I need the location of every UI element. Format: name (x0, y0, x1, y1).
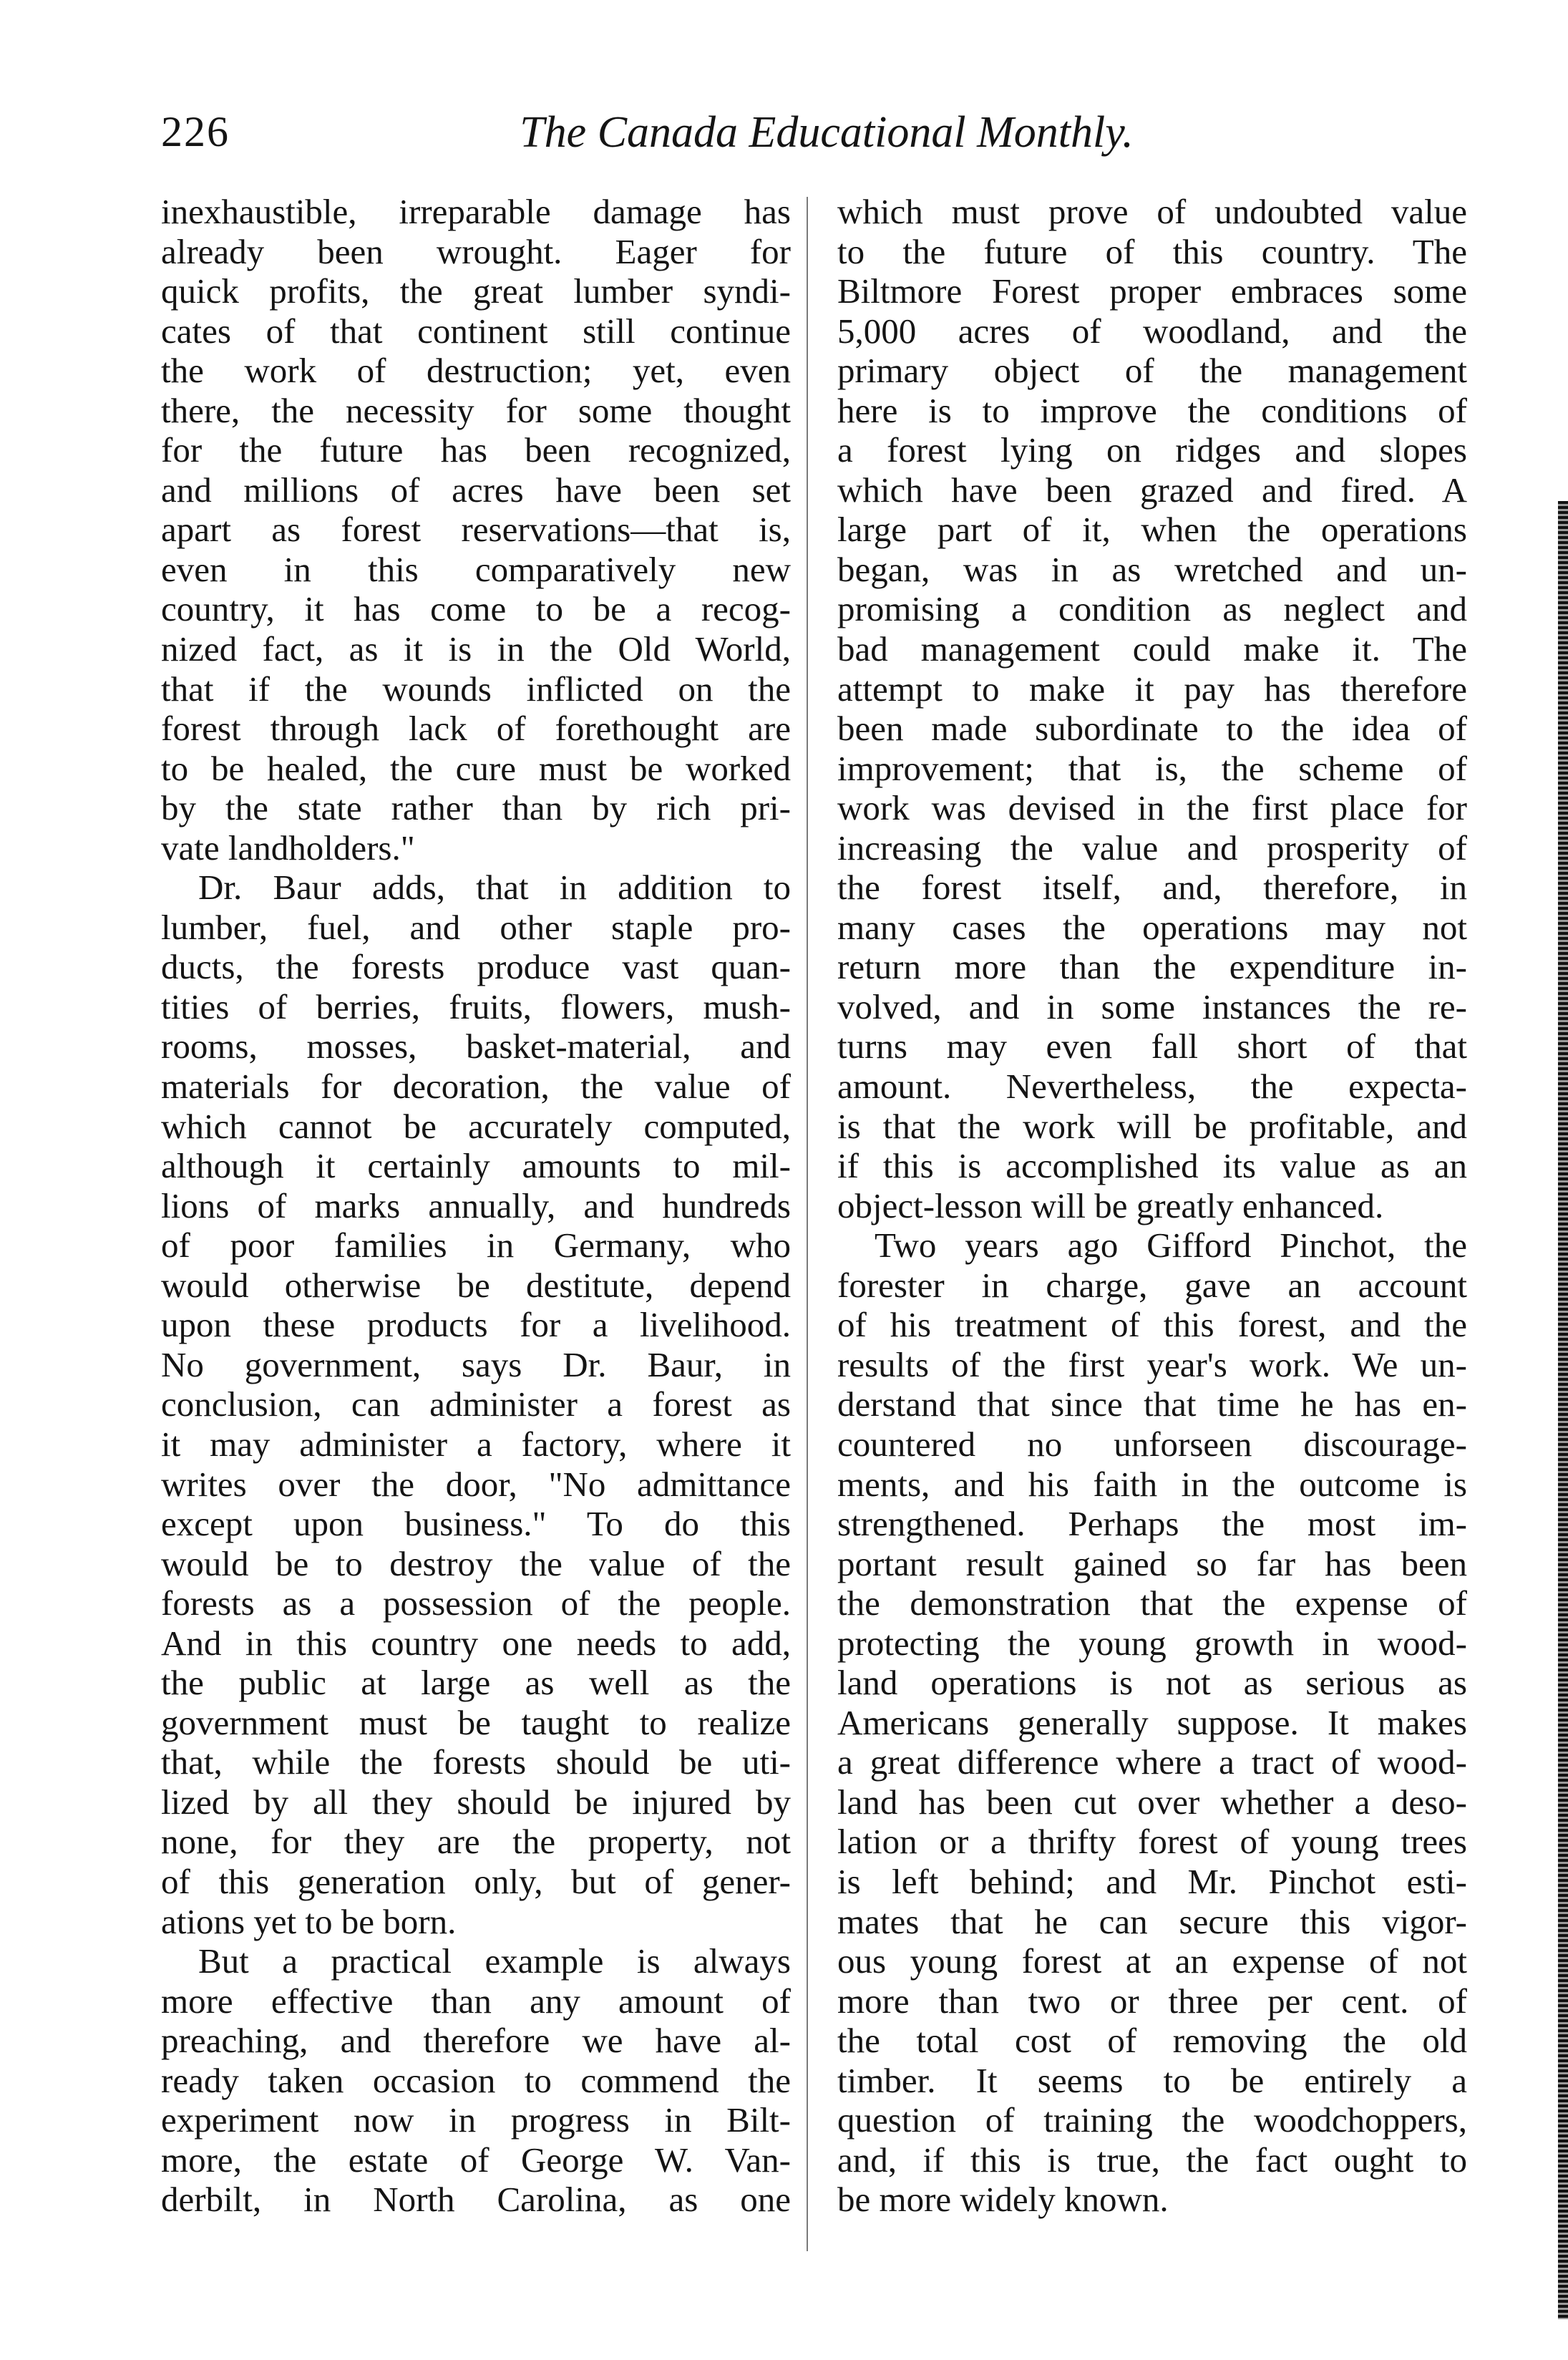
text-line: portant result gained so far has been (837, 1543, 1467, 1583)
text-line: many cases the operations may not (837, 907, 1467, 947)
text-line: quick profits, the great lumber syndi- (161, 271, 791, 311)
text-line: a great difference where a tract of wood- (837, 1742, 1467, 1782)
text-line: country, it has come to be a recog- (161, 589, 791, 629)
left-text-column (161, 192, 791, 2220)
text-line: if this is accomplished its value as an (837, 1146, 1467, 1186)
text-line: attempt to make it pay has therefore (837, 669, 1467, 709)
text-line: even in this comparatively new (161, 549, 791, 589)
text-line: large part of it, when the operations (837, 510, 1467, 550)
text-line: object-lesson will be greatly enhanced. (837, 1185, 1384, 1225)
text-line: question of training the woodchoppers, (837, 2100, 1467, 2140)
text-line: more, the estate of George W. Van- (161, 2140, 791, 2180)
text-line: to the future of this country. The (837, 231, 1467, 271)
text-line: of his treatment of this forest, and the (837, 1305, 1467, 1345)
text-line: Two years ago Gifford Pinchot, the (875, 1225, 1467, 1266)
text-line: forests as a possession of the people. (161, 1583, 791, 1623)
text-line: would be to destroy the value of the (161, 1543, 791, 1583)
text-line: the total cost of removing the old (837, 2021, 1467, 2061)
text-line: the public at large as well as the (161, 1663, 791, 1703)
text-line: government must be taught to realize (161, 1702, 791, 1742)
text-line: began, was in as wretched and un- (837, 549, 1467, 589)
text-line: derstand that since that time he has en- (837, 1384, 1467, 1424)
text-line: more than two or three per cent. of (837, 1981, 1467, 2021)
text-line: work was devised in the first place for (837, 788, 1467, 828)
text-line: although it certainly amounts to mil- (161, 1146, 791, 1186)
text-line: forester in charge, gave an account (837, 1265, 1467, 1305)
text-line: of poor families in Germany, who (161, 1225, 791, 1266)
text-line: primary object of the management (837, 351, 1467, 391)
text-line: amount. Nevertheless, the expecta- (837, 1067, 1467, 1107)
text-line: conclusion, can administer a forest as (161, 1384, 791, 1424)
text-line: strengthened. Perhaps the most im- (837, 1504, 1467, 1544)
text-line: mates that he can secure this vigor- (837, 1901, 1467, 1941)
text-line: lized by all they should be injured by (161, 1782, 791, 1822)
text-line: for the future has been recognized, (161, 430, 791, 470)
text-line: land operations is not as serious as (837, 1663, 1467, 1703)
text-line: return more than the expenditure in- (837, 947, 1467, 987)
text-line: countered no unforseen discourage- (837, 1424, 1467, 1464)
text-line: except upon business." To do this (161, 1504, 791, 1544)
text-line: promising a condition as neglect and (837, 589, 1467, 629)
paragraph (837, 1225, 1467, 2220)
text-line: by the state rather than by rich pri- (161, 788, 791, 828)
paragraph (161, 1941, 791, 2220)
text-line: cates of that continent still continue (161, 311, 791, 351)
text-line: turns may even fall short of that (837, 1026, 1467, 1067)
text-line: Americans generally suppose. It makes (837, 1702, 1467, 1742)
text-line: writes over the door, "No admittance (161, 1464, 791, 1504)
text-line: Biltmore Forest proper embraces some (837, 271, 1467, 311)
text-line: bad management could make it. The (837, 629, 1467, 669)
text-line: be more widely known. (837, 2180, 1169, 2220)
text-line: more effective than any amount of (161, 1981, 791, 2021)
text-line: would otherwise be destitute, depend (161, 1265, 791, 1305)
text-line: here is to improve the conditions of (837, 390, 1467, 430)
text-line: results of the first year's work. We un- (837, 1344, 1467, 1384)
text-line: No government, says Dr. Baur, in (161, 1344, 791, 1384)
text-line: ducts, the forests produce vast quan- (161, 947, 791, 987)
text-line: which have been grazed and fired. A (837, 470, 1467, 510)
text-line: that, while the forests should be uti- (161, 1742, 791, 1782)
text-line: Dr. Baur adds, that in addition to (198, 868, 791, 908)
text-line: to be healed, the cure must be worked (161, 748, 791, 788)
text-line: inexhaustible, irreparable damage has (161, 192, 791, 231)
scanned-page-edge (1558, 501, 1568, 2319)
text-line: there, the necessity for some thought (161, 390, 791, 430)
text-line: nized fact, as it is in the Old World, (161, 629, 791, 669)
text-line: and millions of acres have been set (161, 470, 791, 510)
text-line: been made subordinate to the idea of (837, 709, 1467, 749)
text-line: the forest itself, and, therefore, in (837, 868, 1467, 908)
text-line: ations yet to be born. (161, 1901, 457, 1941)
text-line: ous young forest at an expense of not (837, 1941, 1467, 1981)
text-line: is left behind; and Mr. Pinchot esti- (837, 1861, 1467, 1901)
text-line: ments, and his faith in the outcome is (837, 1464, 1467, 1504)
text-line: that if the wounds inflicted on the (161, 669, 791, 709)
text-line: which cannot be accurately computed, (161, 1106, 791, 1146)
text-line: timber. It seems to be entirely a (837, 2060, 1467, 2100)
text-line: ready taken occasion to commend the (161, 2060, 791, 2100)
text-line: none, for they are the property, not (161, 1822, 791, 1862)
text-line: it may administer a factory, where it (161, 1424, 791, 1464)
text-line: lation or a thrifty forest of young trees (837, 1822, 1467, 1862)
text-line: tities of berries, fruits, flowers, mush- (161, 986, 791, 1026)
text-line: lions of marks annually, and hundreds (161, 1185, 791, 1225)
column-divider (807, 197, 808, 2251)
text-line: apart as forest reservations—that is, (161, 510, 791, 550)
text-line: preaching, and therefore we have al- (161, 2021, 791, 2061)
text-line: improvement; that is, the scheme of (837, 748, 1467, 788)
text-line: vate landholders." (161, 827, 415, 868)
text-line: And in this country one needs to add, (161, 1623, 791, 1663)
text-line: experiment now in progress in Bilt- (161, 2100, 791, 2140)
page-number: 226 (161, 108, 230, 155)
right-text-column (837, 192, 1467, 2220)
text-line: land has been cut over whether a deso- (837, 1782, 1467, 1822)
paragraph (161, 868, 791, 1941)
text-line: a forest lying on ridges and slopes (837, 430, 1467, 470)
text-line: 5,000 acres of woodland, and the (837, 311, 1467, 351)
text-line: lumber, fuel, and other staple pro- (161, 907, 791, 947)
text-line: the work of destruction; yet, even (161, 351, 791, 391)
text-line: volved, and in some instances the re- (837, 986, 1467, 1026)
text-line: protecting the young growth in wood- (837, 1623, 1467, 1663)
paragraph (161, 192, 791, 868)
text-line: forest through lack of forethought are (161, 709, 791, 749)
text-line: of this generation only, but of gener- (161, 1861, 791, 1901)
paragraph (837, 192, 1467, 1225)
text-line: which must prove of undoubted value (837, 192, 1467, 231)
text-line: is that the work will be profitable, and (837, 1106, 1467, 1146)
text-line: upon these products for a livelihood. (161, 1305, 791, 1345)
text-line: already been wrought. Eager for (161, 231, 791, 271)
text-line: derbilt, in North Carolina, as one (161, 2180, 791, 2220)
text-line: materials for decoration, the value of (161, 1067, 791, 1107)
text-line: rooms, mosses, basket-material, and (161, 1026, 791, 1067)
text-line: and, if this is true, the fact ought to (837, 2140, 1467, 2180)
text-line: increasing the value and prosperity of (837, 827, 1467, 868)
running-head (161, 107, 1492, 172)
text-line: the demonstration that the expense of (837, 1583, 1467, 1623)
text-line: But a practical example is always (198, 1941, 791, 1981)
journal-title: The Canada Educational Monthly. (520, 108, 1134, 157)
